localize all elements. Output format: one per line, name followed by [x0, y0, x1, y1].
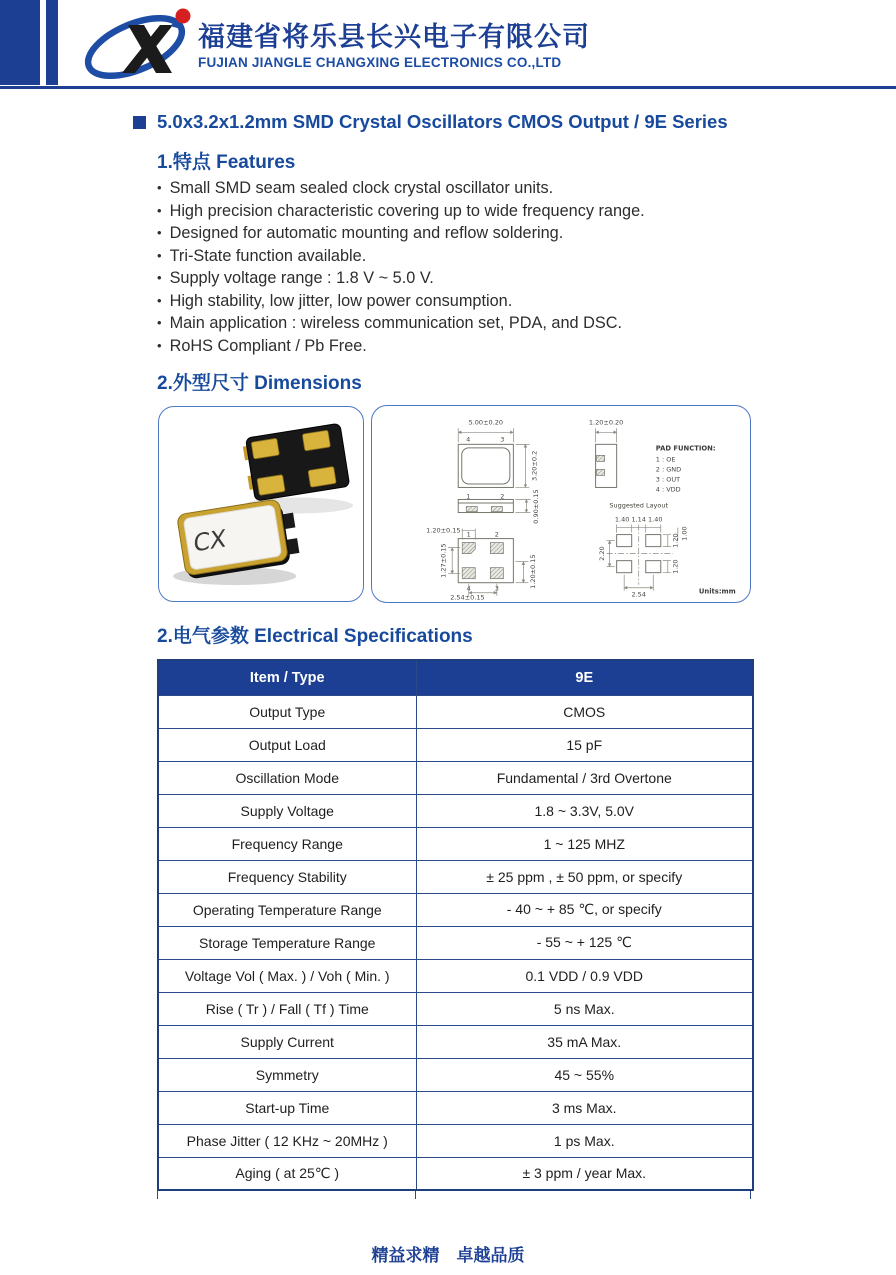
bullet-dot-icon: • [157, 270, 162, 285]
spec-row [158, 959, 753, 992]
specifications-heading: 2.电气参数 Electrical Specifications [157, 626, 473, 647]
spec-value-cell: 45 ~ 55% [416, 1058, 753, 1091]
dim-layout-top: 1.40 1.14 1.40 [614, 515, 663, 524]
profile-view-drawing [458, 489, 540, 523]
spec-row [158, 728, 753, 761]
feature-text: Designed for automatic mounting and reflow soldering. [169, 224, 564, 242]
spec-item-cell: Output Load [158, 728, 416, 761]
spec-table [157, 659, 754, 1191]
dim-layout-right-top: 1.20 [671, 533, 680, 548]
cx-logo [78, 3, 196, 85]
left-accent-bar [0, 0, 40, 85]
features-heading: 1.特点 Features [157, 152, 296, 173]
pin-label: 1 [466, 492, 471, 501]
feature-text: High precision characteristic covering up to wide frequency range. [169, 201, 645, 220]
spec-row [158, 827, 753, 860]
spec-row [158, 893, 753, 926]
dim-bottom-pad-height: 1.27±0.15 [439, 543, 448, 578]
spec-table-wrap [157, 659, 752, 1199]
bullet-dot-icon: • [157, 180, 162, 195]
features-list [157, 177, 645, 357]
spec-col-value-header: 9E [416, 660, 753, 695]
pin-label: 4 [466, 584, 471, 593]
dim-top-width: 5.00±0.20 [468, 418, 504, 427]
spec-value-cell: 1 ps Max. [416, 1124, 753, 1157]
spec-item-cell: Supply Voltage [158, 794, 416, 827]
bullet-dot-icon: • [157, 292, 162, 308]
header-divider [0, 86, 896, 89]
spec-value-cell: - 40 ~ + 85 ℃, or specify [416, 893, 753, 926]
spec-value-cell: 3 ms Max. [416, 1091, 753, 1124]
spec-value-cell: 1.8 ~ 3.3V, 5.0V [416, 794, 753, 827]
company-block [198, 21, 590, 70]
pin-label: 2 [500, 492, 505, 501]
dim-side-width: 1.20±0.20 [588, 418, 624, 427]
spec-item-cell: Operating Temperature Range [158, 893, 416, 926]
spec-value-cell: ± 25 ppm , ± 50 ppm, or specify [416, 860, 753, 893]
feature-item [157, 222, 645, 245]
top-view-drawing [458, 418, 538, 500]
spec-row [158, 1091, 753, 1124]
bullet-dot-icon: • [157, 315, 162, 330]
dim-layout-left: 2.20 [598, 546, 607, 561]
company-name-cn: 福建省将乐县长兴电子有限公司 [198, 22, 590, 52]
pin-label: 1 [466, 530, 471, 539]
product-photo [159, 407, 362, 600]
company-name-en: FUJIAN JIANGLE CHANGXING ELECTRONICS CO.,LTD [198, 55, 562, 70]
spec-value-cell: 5 ns Max. [416, 992, 753, 1025]
spec-row [158, 1058, 753, 1091]
square-bullet-icon [133, 116, 146, 129]
spec-row [158, 1124, 753, 1157]
feature-item [157, 267, 645, 290]
left-accent-bar-thin [46, 0, 58, 85]
spec-item-cell: Supply Current [158, 1025, 416, 1058]
feature-item [157, 312, 645, 335]
spec-row [158, 794, 753, 827]
pin-label: 3 [500, 435, 505, 444]
pin-label: 3 [494, 584, 499, 593]
bullet-dot-icon: • [157, 337, 162, 353]
dim-bottom-right: 1.20±0.15 [528, 554, 537, 589]
product-photo-card [158, 406, 364, 602]
feature-item [157, 335, 645, 358]
spec-value-cell: 1 ~ 125 MHZ [416, 827, 753, 860]
next-row-stub [157, 1191, 752, 1199]
spec-item-cell: Output Type [158, 695, 416, 728]
spec-value-cell: 35 mA Max. [416, 1025, 753, 1058]
pad-function-line: 4 : VDD [655, 485, 681, 494]
spec-value-cell: ± 3 ppm / year Max. [416, 1157, 753, 1190]
spec-row [158, 860, 753, 893]
chip-marking-text: CX [193, 524, 227, 558]
spec-item-cell: Frequency Range [158, 827, 416, 860]
spec-item-cell: Aging ( at 25℃ ) [158, 1157, 416, 1190]
spec-header-row [158, 660, 753, 695]
spec-row [158, 1025, 753, 1058]
spec-row [158, 695, 753, 728]
suggested-layout-drawing [598, 502, 688, 599]
feature-text: Tri-State function available. [169, 246, 367, 265]
title-row [133, 111, 728, 133]
spec-value-cell: Fundamental / 3rd Overtone [416, 761, 753, 794]
spec-item-cell: Oscillation Mode [158, 761, 416, 794]
side-view-drawing [589, 418, 623, 487]
dimension-drawing [372, 406, 749, 601]
spec-value-cell: - 55 ~ + 125 ℃ [416, 926, 753, 959]
dim-profile-height: 0.90±0.15 [531, 489, 540, 524]
dim-bottom-pad-width: 1.20±0.15 [426, 526, 461, 535]
footer-slogan: 精益求精 卓越品质 [371, 1246, 525, 1265]
feature-item [157, 290, 645, 313]
spec-row [158, 1157, 753, 1190]
chip-bottom-view [242, 423, 350, 501]
feature-item [157, 177, 645, 200]
dim-bottom-pad-pitch: 2.54±0.15 [450, 593, 485, 601]
logo-red-dot-icon [176, 9, 191, 24]
dim-layout-right-outer: 1.00 [680, 526, 689, 541]
spec-row [158, 926, 753, 959]
pad-function-line: 2 : GND [655, 465, 682, 474]
feature-text: RoHS Compliant / Pb Free. [169, 336, 367, 355]
spec-item-cell: Storage Temperature Range [158, 926, 416, 959]
dimensions-heading: 2.外型尺寸 Dimensions [157, 373, 362, 394]
feature-text: Small SMD seam sealed clock crystal oscillator units. [169, 179, 554, 197]
spec-value-cell: CMOS [416, 695, 753, 728]
page-title: 5.0x3.2x1.2mm SMD Crystal Oscillators CMOS Output / 9E Series [157, 111, 728, 132]
spec-row [158, 992, 753, 1025]
pin-label: 4 [466, 435, 471, 444]
suggested-layout-title: Suggested Layout [609, 501, 669, 510]
spec-item-cell: Rise ( Tr ) / Fall ( Tf ) Time [158, 992, 416, 1025]
dim-layout-bottom: 2.54 [631, 590, 646, 599]
spec-value-cell: 0.1 VDD / 0.9 VDD [416, 959, 753, 992]
pad-function-line: 3 : OUT [655, 475, 681, 484]
bullet-dot-icon: • [157, 247, 162, 263]
spec-item-cell: Frequency Stability [158, 860, 416, 893]
feature-text: Supply voltage range : 1.8 V ~ 5.0 V. [169, 269, 434, 287]
spec-item-cell: Symmetry [158, 1058, 416, 1091]
logo-ellipse-icon [80, 6, 190, 85]
spec-row [158, 761, 753, 794]
bottom-view-drawing [426, 527, 537, 601]
feature-item [157, 245, 645, 268]
spec-col-item-header: Item / Type [158, 660, 416, 695]
spec-item-cell: Phase Jitter ( 12 KHz ~ 20MHz ) [158, 1124, 416, 1157]
pad-function-block [656, 444, 716, 493]
pad-function-line: 1 : OE [655, 455, 676, 464]
spec-item-cell: Voltage Vol ( Max. ) / Voh ( Min. ) [158, 959, 416, 992]
feature-text: High stability, low jitter, low power consumption. [169, 291, 513, 310]
bullet-dot-icon: • [157, 225, 162, 240]
units-label: Units:mm [698, 587, 736, 596]
feature-item [157, 200, 645, 223]
dimension-drawing-card [371, 405, 751, 603]
spec-item-cell: Start-up Time [158, 1091, 416, 1124]
bullet-dot-icon: • [157, 202, 162, 218]
feature-text: Main application : wireless communication set, PDA, and DSC. [169, 314, 623, 332]
pad-function-title: PAD FUNCTION: [655, 444, 716, 453]
spec-value-cell: 15 pF [416, 728, 753, 761]
dim-layout-right-bottom: 1.20 [671, 559, 680, 574]
dim-top-height: 3.20±0.2 [530, 450, 539, 482]
pin-label: 2 [494, 530, 499, 539]
